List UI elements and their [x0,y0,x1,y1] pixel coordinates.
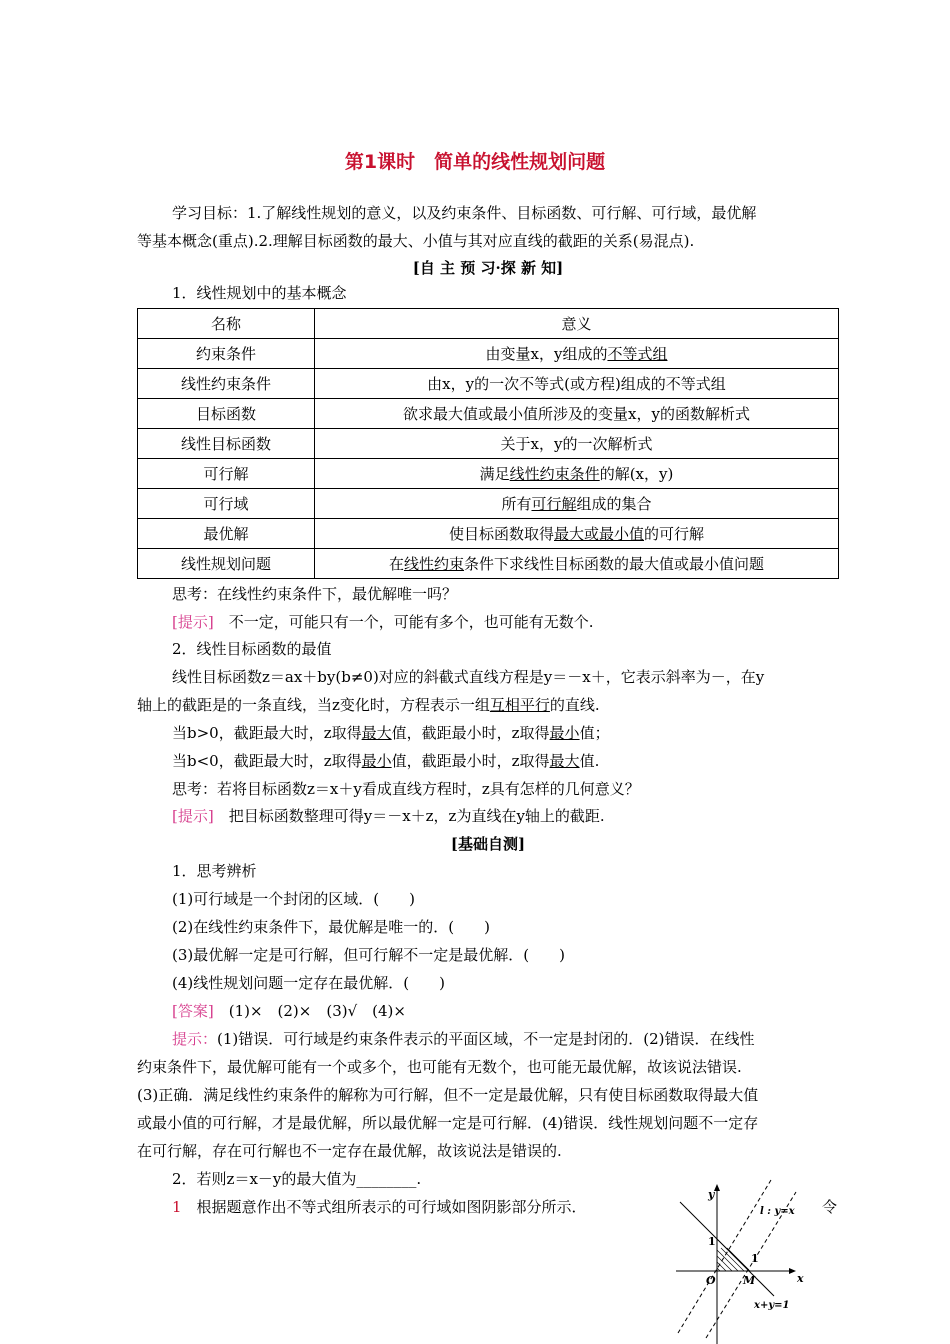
cell-text: 在 [388,555,404,573]
table-cell-name: 可行解 [138,459,315,489]
answer-text: (1)× (2)× (3)√ (4)× [213,1002,406,1020]
q1-heading: 1．思考辨析 [172,862,257,880]
table-row [138,429,839,459]
answer-label: [答案] [172,1002,214,1020]
q2-answer [172,1196,587,1218]
explain-line: 在可行解，存在可行解也不一定存在最优解，故该说法是错误的. [137,1142,562,1160]
cell-underlined: 线性约束条件 [509,465,600,483]
table-row [138,549,839,579]
point-m-label: M [743,1274,756,1287]
q2-text: 2．若则z＝x－y的最大值为________. [172,1170,422,1188]
objectives-line-1: 学习目标：1.了解线性规划的意义，以及约束条件、目标函数、可行解、可行域，最优解 [172,204,757,222]
hint-text: 不一定，可能只有一个，可能有多个，也可能有无数个. [213,613,594,631]
para-underlined: 最大 [361,724,392,742]
table-cell-meaning [315,489,839,519]
table-cell-name: 可行域 [138,489,315,519]
cell-underlined: 可行解 [531,495,577,513]
table-cell-name: 线性约束条件 [138,369,315,399]
cell-text: 由变量x，y组成的 [485,345,608,363]
cell-text: 使目标函数取得 [448,525,554,543]
answer-number: 1 [172,1198,182,1216]
table-cell-meaning [315,429,839,459]
x-axis-arrow [789,1268,796,1274]
para2-line-1: 线性目标函数z＝ax＋by(b≠0)对应的斜截式直线方程是y＝－x＋，它表示斜率为－，在y [172,668,765,686]
explain-text: (1)错误．可行域是约束条件表示的平面区域，不一定是封闭的．(2)错误．在线性 [217,1030,755,1048]
cell-underlined: 不等式组 [607,345,668,363]
table-cell-meaning [315,549,839,579]
para2-heading: 2．线性目标函数的最值 [172,640,332,658]
cell-underlined: 最大或最小值 [553,525,644,543]
hint-label: [提示] [172,613,214,631]
table-header-meaning: 意义 [315,309,839,339]
para-text: 值； [579,724,610,742]
answer-text: 根据题意作出不等式组所表示的可行域如图阴影部分所示． [181,1198,587,1216]
para-underlined: 最小 [361,752,392,770]
cell-text: 组成的集合 [576,495,652,513]
para-text: 当b<0，截距最大时，z取得 [172,752,362,770]
explain-line: 或最小值的可行解，才是最优解，所以最优解一定是可行解．(4)错误．线性规划问题不一定存 [137,1114,759,1132]
table-cell-name: 线性目标函数 [138,429,315,459]
q1-item: (2)在线性约束条件下，最优解是唯一的．( ) [172,918,490,936]
table-row [138,369,839,399]
table-cell-meaning [315,519,839,549]
feasible-region-figure [676,1178,816,1344]
q2-answer-tail: 令 [822,1198,838,1216]
para2-line-2 [137,694,838,716]
table-cell-name: 线性规划问题 [138,549,315,579]
cell-text: 所有 [501,495,532,513]
q1-item: (4)线性规划问题一定存在最优解．( ) [172,974,445,992]
table-cell-meaning [315,459,839,489]
objectives-line-2: 等基本概念(重点).2.理解目标函数的最大、小值与其对应直线的截距的关系(易混点). [137,232,695,250]
axis-label-y: y [708,1188,715,1201]
section-heading-self-test: [基础自测] [450,835,526,853]
hint-2 [172,805,838,827]
table-cell-name: 约束条件 [138,339,315,369]
q1-item: (1)可行域是一个封闭的区域．( ) [172,890,415,908]
explain-line: (3)正确．满足线性约束条件的解称为可行解，但不一定是最优解，只有使目标函数取得最大值 [137,1086,759,1104]
cell-text: 的解(x，y) [599,465,674,483]
table-header-name: 名称 [138,309,315,339]
origin-label: O [706,1274,716,1287]
para-underlined: 最大 [549,752,580,770]
table-row [138,459,839,489]
table-row [138,339,839,369]
section-heading-preview: [自 主 预 习·探 新 知] [412,259,564,277]
b-negative-line [172,750,838,772]
cell-text: 欲求最大值或最小值所涉及的变量x，y的函数解析式 [403,405,750,423]
hint-label: [提示] [172,807,214,825]
page-title: 第1课时 简单的线性规划问题 [344,151,606,173]
cell-text: 条件下求线性目标函数的最大值或最小值问题 [464,555,765,573]
explain-line: 约束条件下，最优解可能有一个或多个，也可能有无数个，也可能无最优解，故该说法错误. [137,1058,742,1076]
para-underlined: 最小 [549,724,580,742]
hatch-lines [717,1248,748,1271]
line-l-label: l : y=x [760,1206,795,1217]
table-row [138,489,839,519]
cell-text: 满足 [479,465,510,483]
para-text: 值，截距最小时，z取得 [391,724,550,742]
cell-underlined: 线性约束 [403,555,464,573]
hint-text: 把目标函数整理可得y＝－x＋z，z为直线在y轴上的截距. [213,807,605,825]
tick-x-label: 1 [751,1252,759,1265]
table-row [138,519,839,549]
para-underlined: 互相平行 [489,696,550,714]
table-row [138,399,839,429]
axis-label-x: x [797,1272,804,1285]
table-cell-meaning [315,399,839,429]
table-cell-name: 最优解 [138,519,315,549]
explain-line [172,1028,838,1050]
concepts-heading: 1．线性规划中的基本概念 [172,284,347,302]
table-cell-name: 目标函数 [138,399,315,429]
para-text: 的直线. [549,696,600,714]
think-question-1: 思考：在线性约束条件下，最优解唯一吗？ [172,585,458,603]
answer-line [172,1000,838,1022]
tick-y-label: 1 [708,1235,716,1248]
line-sum-label: x+y=1 [754,1300,790,1311]
concepts-table [137,308,839,579]
think-question-2: 思考：若将目标函数z＝x＋y看成直线方程时，z具有怎样的几何意义？ [172,780,640,798]
cell-text: 关于x，y的一次解析式 [500,435,653,453]
table-cell-meaning [315,339,839,369]
explain-label: 提示： [172,1030,218,1048]
para-text: 轴上的截距是的一条直线，当z变化时，方程表示一组 [137,696,490,714]
q1-item: (3)最优解一定是可行解，但可行解不一定是最优解．( ) [172,946,565,964]
y-axis-arrow [714,1184,720,1191]
table-header-row [138,309,839,339]
cell-text: 由x，y的一次不等式(或方程)组成的不等式组 [427,375,726,393]
cell-text: 的可行解 [644,525,705,543]
para-text: 值. [579,752,600,770]
b-positive-line [172,722,838,744]
hint-1 [172,611,838,633]
table-cell-meaning [315,369,839,399]
para-text: 当b>0，截距最大时，z取得 [172,724,362,742]
para-text: 值，截距最小时，z取得 [391,752,550,770]
